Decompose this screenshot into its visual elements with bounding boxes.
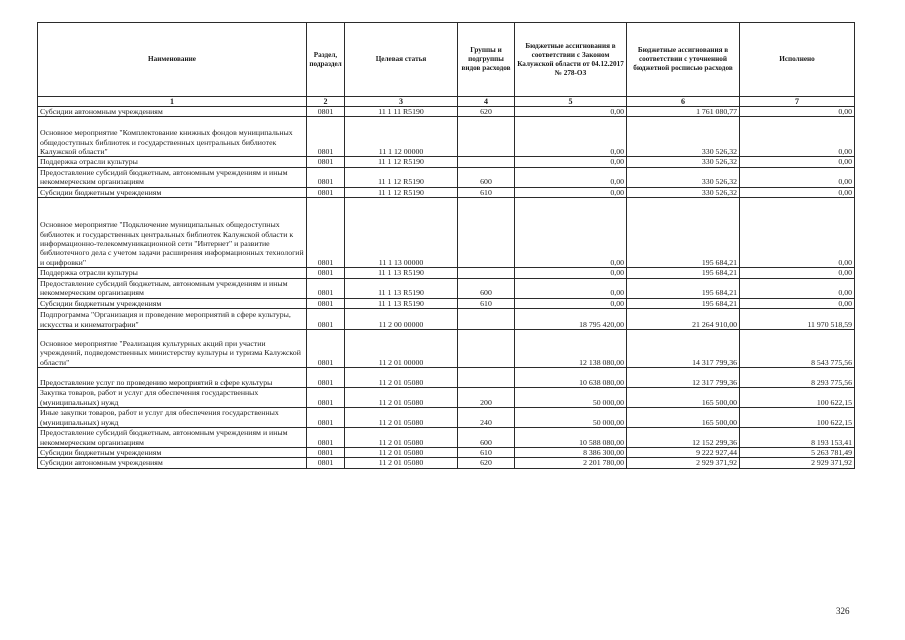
- row-refined-budget: 12 317 799,36: [627, 368, 740, 388]
- row-section: 0801: [307, 368, 345, 388]
- row-section: 0801: [307, 458, 345, 468]
- row-name: Предоставление субсидий бюджетным, автономным учреждениям и иным некоммерческим организациям: [38, 428, 307, 448]
- row-target-article: 11 2 01 05080: [345, 448, 458, 458]
- row-section: 0801: [307, 298, 345, 308]
- row-target-article: 11 2 01 05080: [345, 458, 458, 468]
- row-target-article: 11 1 13 R5190: [345, 298, 458, 308]
- row-law-budget: 0,00: [515, 198, 627, 268]
- row-name: Предоставление услуг по проведению мероприятий в сфере культуры: [38, 368, 307, 388]
- row-section: 0801: [307, 448, 345, 458]
- header-refined-budget: Бюджетные ассигнования в соответствии с уточненной бюджетной росписью расходов: [627, 23, 740, 97]
- header-group: Группы и подгруппы видов расходов: [458, 23, 515, 97]
- row-name: Субсидии бюджетным учреждениям: [38, 298, 307, 308]
- row-refined-budget: 14 317 799,36: [627, 330, 740, 368]
- row-section: 0801: [307, 388, 345, 408]
- table-row: [38, 298, 855, 308]
- column-number: 1: [38, 97, 307, 107]
- row-law-budget: 50 000,00: [515, 388, 627, 408]
- row-executed: 8 543 775,56: [740, 330, 855, 368]
- row-law-budget: 0,00: [515, 298, 627, 308]
- row-target-article: 11 1 13 R5190: [345, 268, 458, 278]
- row-law-budget: 8 386 300,00: [515, 448, 627, 458]
- row-expense-group: [458, 157, 515, 167]
- row-executed: 100 622,15: [740, 408, 855, 428]
- row-executed: 0,00: [740, 107, 855, 117]
- table-row: [38, 408, 855, 428]
- row-refined-budget: 165 500,00: [627, 388, 740, 408]
- row-section: 0801: [307, 330, 345, 368]
- column-numbers-row: [38, 97, 855, 107]
- row-executed: 0,00: [740, 268, 855, 278]
- row-law-budget: 2 201 780,00: [515, 458, 627, 468]
- row-refined-budget: 330 526,32: [627, 117, 740, 157]
- row-expense-group: [458, 368, 515, 388]
- row-refined-budget: 330 526,32: [627, 157, 740, 167]
- table-row: [38, 458, 855, 468]
- row-name: Основное мероприятие "Реализация культурных акций при участии учреждений, подведомственных министерству культуры и туризма Калужской области": [38, 330, 307, 368]
- table-row: [38, 368, 855, 388]
- row-refined-budget: 330 526,32: [627, 187, 740, 197]
- row-refined-budget: 195 684,21: [627, 278, 740, 298]
- row-expense-group: 600: [458, 167, 515, 187]
- table-row: [38, 107, 855, 117]
- row-refined-budget: 195 684,21: [627, 268, 740, 278]
- row-expense-group: [458, 117, 515, 157]
- row-expense-group: [458, 198, 515, 268]
- row-target-article: 11 1 12 00000: [345, 117, 458, 157]
- table-row: [38, 268, 855, 278]
- header-name: Наименование: [38, 23, 307, 97]
- row-law-budget: 10 638 080,00: [515, 368, 627, 388]
- row-expense-group: 610: [458, 187, 515, 197]
- row-law-budget: 0,00: [515, 167, 627, 187]
- row-name: Подпрограмма "Организация и проведение мероприятий в сфере культуры, искусства и кинематографии": [38, 309, 307, 330]
- table-row: [38, 309, 855, 330]
- table-row: [38, 167, 855, 187]
- row-law-budget: 18 795 420,00: [515, 309, 627, 330]
- table-row: [38, 198, 855, 268]
- row-section: 0801: [307, 309, 345, 330]
- row-executed: 0,00: [740, 198, 855, 268]
- row-name: Субсидии автономным учреждениям: [38, 107, 307, 117]
- row-section: 0801: [307, 268, 345, 278]
- table-row: [38, 428, 855, 448]
- row-refined-budget: 1 761 080,77: [627, 107, 740, 117]
- row-expense-group: 600: [458, 278, 515, 298]
- row-name: Поддержка отрасли культуры: [38, 157, 307, 167]
- row-section: 0801: [307, 428, 345, 448]
- column-number: 3: [345, 97, 458, 107]
- row-expense-group: 240: [458, 408, 515, 428]
- table-row: [38, 330, 855, 368]
- budget-document: [37, 22, 854, 469]
- row-target-article: 11 1 13 R5190: [345, 278, 458, 298]
- row-target-article: 11 1 13 00000: [345, 198, 458, 268]
- row-executed: 8 293 775,56: [740, 368, 855, 388]
- row-law-budget: 0,00: [515, 268, 627, 278]
- row-refined-budget: 9 222 927,44: [627, 448, 740, 458]
- row-executed: 2 929 371,92: [740, 458, 855, 468]
- table-row: [38, 448, 855, 458]
- row-executed: 11 970 518,59: [740, 309, 855, 330]
- budget-table: [37, 22, 855, 469]
- row-law-budget: 50 000,00: [515, 408, 627, 428]
- column-number: 4: [458, 97, 515, 107]
- table-row: [38, 117, 855, 157]
- row-target-article: 11 2 01 00000: [345, 330, 458, 368]
- row-target-article: 11 2 01 05080: [345, 428, 458, 448]
- row-refined-budget: 195 684,21: [627, 298, 740, 308]
- table-row: [38, 157, 855, 167]
- row-name: Иные закупки товаров, работ и услуг для обеспечения государственных (муниципальных) нужд: [38, 408, 307, 428]
- row-target-article: 11 1 12 R5190: [345, 157, 458, 167]
- row-target-article: 11 1 11 R5190: [345, 107, 458, 117]
- row-expense-group: 600: [458, 428, 515, 448]
- row-section: 0801: [307, 117, 345, 157]
- row-section: 0801: [307, 408, 345, 428]
- row-law-budget: 0,00: [515, 157, 627, 167]
- row-refined-budget: 2 929 371,92: [627, 458, 740, 468]
- row-refined-budget: 330 526,32: [627, 167, 740, 187]
- header-target: Целевая статья: [345, 23, 458, 97]
- row-expense-group: 200: [458, 388, 515, 408]
- row-law-budget: 0,00: [515, 187, 627, 197]
- row-name: Субсидии автономным учреждениям: [38, 458, 307, 468]
- row-expense-group: 620: [458, 107, 515, 117]
- page-number: 326: [836, 606, 850, 616]
- table-row: [38, 187, 855, 197]
- row-target-article: 11 2 01 05080: [345, 388, 458, 408]
- row-executed: 0,00: [740, 157, 855, 167]
- row-expense-group: 610: [458, 298, 515, 308]
- row-section: 0801: [307, 167, 345, 187]
- column-number: 7: [740, 97, 855, 107]
- row-name: Предоставление субсидий бюджетным, автономным учреждениям и иным некоммерческим организациям: [38, 278, 307, 298]
- row-target-article: 11 1 12 R5190: [345, 187, 458, 197]
- header-section: Раздел, подраздел: [307, 23, 345, 97]
- row-target-article: 11 2 01 05080: [345, 368, 458, 388]
- table-row: [38, 278, 855, 298]
- header-law-budget: Бюджетные ассигнования в соответствии с Законом Калужской области от 04.12.2017 № 278-ОЗ: [515, 23, 627, 97]
- row-section: 0801: [307, 278, 345, 298]
- header-executed: Исполнено: [740, 23, 855, 97]
- row-law-budget: 10 588 080,00: [515, 428, 627, 448]
- table-row: [38, 388, 855, 408]
- row-name: Основное мероприятие "Комплектование книжных фондов муниципальных общедоступных библиотек и государственных центральных библиотек Калужской области": [38, 117, 307, 157]
- row-law-budget: 0,00: [515, 278, 627, 298]
- row-law-budget: 0,00: [515, 107, 627, 117]
- header-row: [38, 23, 855, 97]
- row-executed: 5 263 781,49: [740, 448, 855, 458]
- row-executed: 0,00: [740, 278, 855, 298]
- row-law-budget: 0,00: [515, 117, 627, 157]
- row-expense-group: 620: [458, 458, 515, 468]
- row-section: 0801: [307, 157, 345, 167]
- row-name: Субсидии бюджетным учреждениям: [38, 448, 307, 458]
- row-executed: 0,00: [740, 298, 855, 308]
- row-expense-group: 610: [458, 448, 515, 458]
- row-executed: 8 193 153,41: [740, 428, 855, 448]
- row-name: Закупка товаров, работ и услуг для обеспечения государственных (муниципальных) нужд: [38, 388, 307, 408]
- row-refined-budget: 165 500,00: [627, 408, 740, 428]
- row-section: 0801: [307, 107, 345, 117]
- row-name: Поддержка отрасли культуры: [38, 268, 307, 278]
- row-expense-group: [458, 330, 515, 368]
- row-expense-group: [458, 268, 515, 278]
- row-name: Предоставление субсидий бюджетным, автономным учреждениям и иным некоммерческим организациям: [38, 167, 307, 187]
- row-name: Субсидии бюджетным учреждениям: [38, 187, 307, 197]
- column-number: 5: [515, 97, 627, 107]
- row-refined-budget: 12 152 299,36: [627, 428, 740, 448]
- row-executed: 0,00: [740, 117, 855, 157]
- column-number: 6: [627, 97, 740, 107]
- row-target-article: 11 2 01 05080: [345, 408, 458, 428]
- row-section: 0801: [307, 187, 345, 197]
- row-target-article: 11 1 12 R5190: [345, 167, 458, 187]
- row-expense-group: [458, 309, 515, 330]
- row-name: Основное мероприятие "Подключение муниципальных общедоступных библиотек и государственных центральных библиотек Калужской области к информационно-телекоммуникационной сети "Интернет" и развитие библиотечного дела с учетом задачи расширения информационных технологий и оцифровки": [38, 198, 307, 268]
- row-executed: 0,00: [740, 187, 855, 197]
- row-refined-budget: 195 684,21: [627, 198, 740, 268]
- row-target-article: 11 2 00 00000: [345, 309, 458, 330]
- column-number: 2: [307, 97, 345, 107]
- row-executed: 100 622,15: [740, 388, 855, 408]
- row-executed: 0,00: [740, 167, 855, 187]
- row-section: 0801: [307, 198, 345, 268]
- row-law-budget: 12 138 080,00: [515, 330, 627, 368]
- row-refined-budget: 21 264 910,00: [627, 309, 740, 330]
